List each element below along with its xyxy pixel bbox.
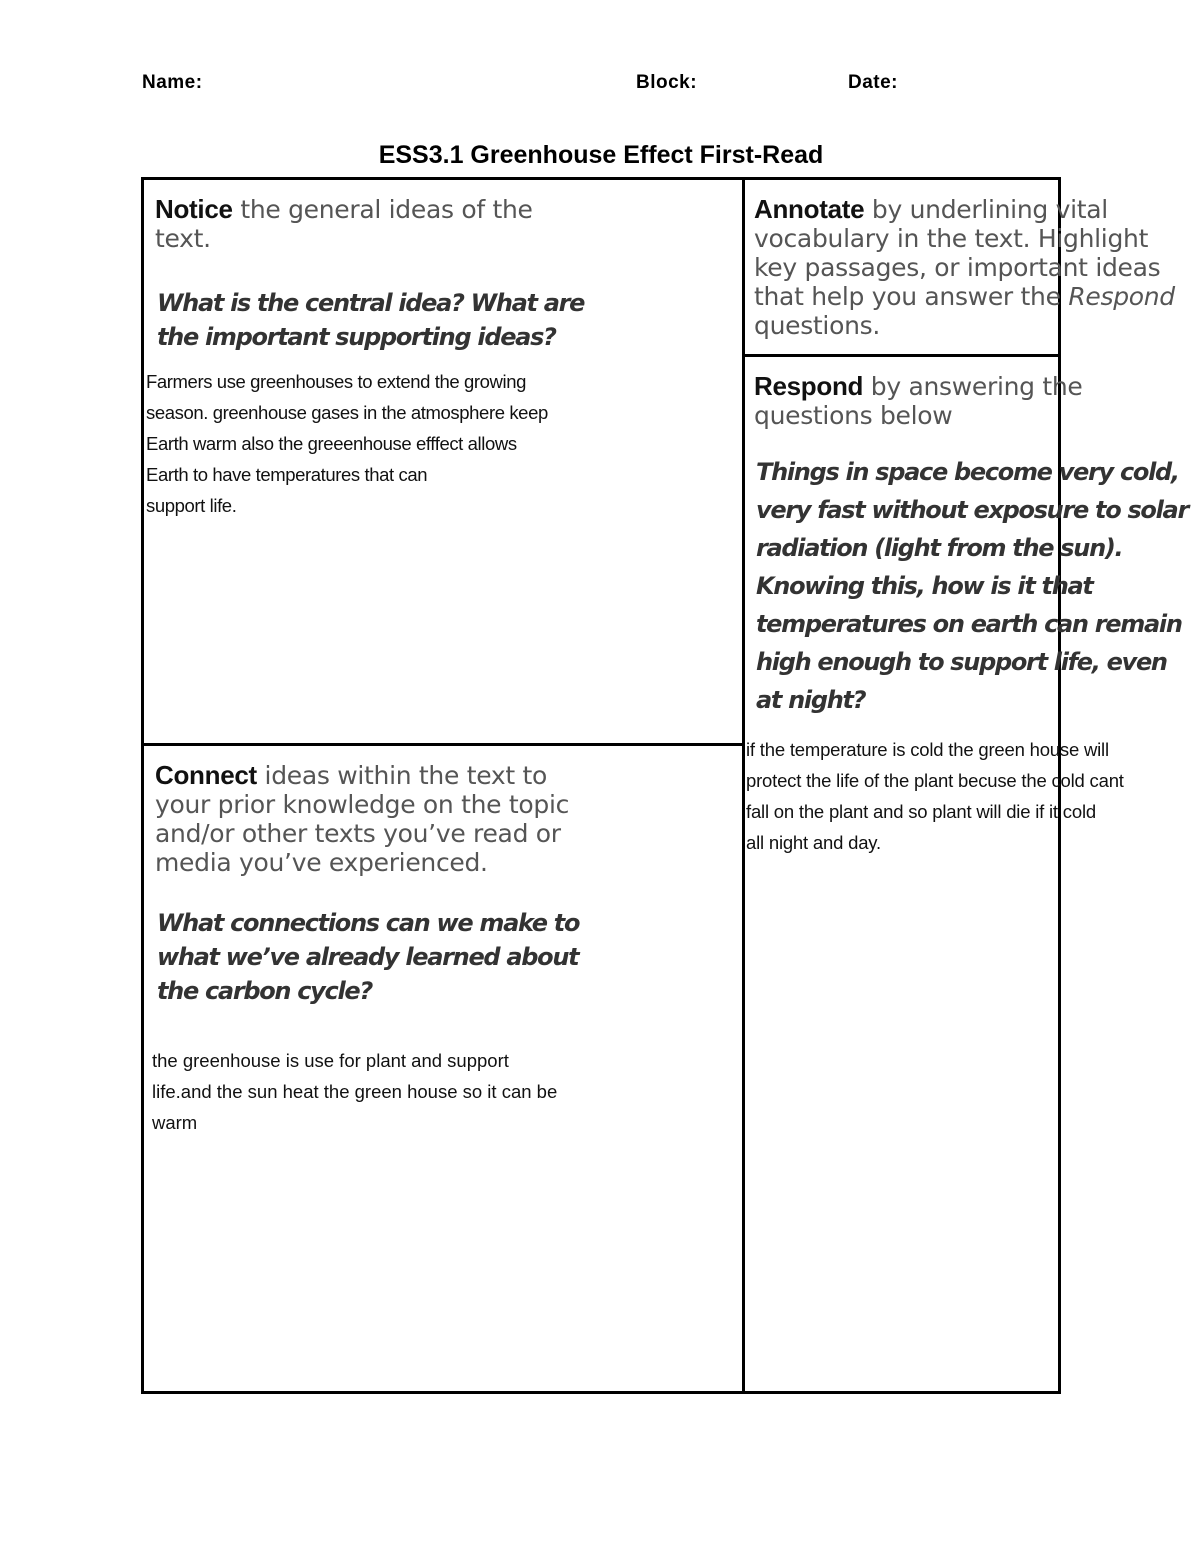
connect-answer-line: warm xyxy=(152,1112,198,1133)
name-label: Name: xyxy=(142,72,203,93)
respond-answer-line: protect the life of the plant becuse the cold cant xyxy=(746,770,1124,791)
block-label: Block: xyxy=(636,72,698,93)
notice-answer-line: season. greenhouse gases in the atmosphere keep xyxy=(146,402,548,423)
connect-instruction xyxy=(155,761,575,877)
notice-keyword: Notice xyxy=(155,194,233,224)
respond-answer xyxy=(746,734,1124,858)
respond-answer-line: fall on the plant and so plant will die if it cold xyxy=(746,801,1096,822)
connect-cell xyxy=(144,746,742,1391)
worksheet-grid xyxy=(141,177,1188,1394)
connect-answer-line: the greenhouse is use for plant and support xyxy=(152,1050,509,1071)
respond-instruction-text: by answering the questions below xyxy=(754,372,1083,430)
annotate-cell xyxy=(745,180,1175,354)
notice-answer-line: Farmers use greenhouses to extend the growing xyxy=(146,371,526,392)
notice-answer-line: Earth to have temperatures that can xyxy=(146,464,428,485)
annotate-instruction-text: by underlining vital vocabulary in the text. Highlight key passages, or important ideas that help you answer the xyxy=(754,195,1161,311)
notice-answer-line: Earth warm also the greeenhouse efffect allows xyxy=(146,433,517,454)
respond-answer-line: all night and day. xyxy=(746,832,881,853)
notice-answer-line: support life. xyxy=(146,495,237,516)
notice-question: What is the central idea? What are the important supporting ideas? xyxy=(157,289,585,351)
notice-instruction-text: the general ideas of the text. xyxy=(155,195,533,253)
connect-keyword: Connect xyxy=(155,760,257,790)
respond-cell xyxy=(745,357,1188,1391)
respond-instruction xyxy=(754,372,1114,430)
connect-instruction-text: ideas within the text to your prior knowledge on the topic and/or other texts you’ve read or media you’ve experienced. xyxy=(155,761,570,877)
respond-question: Things in space become very cold, very fast without exposure to solar radiation (light from the sun). Knowing this, how is it that temperatures on earth can remain high enough to support life, even at night? xyxy=(756,458,1188,714)
respond-keyword: Respond xyxy=(754,371,864,401)
notice-instruction xyxy=(155,195,575,253)
connect-answer-line: life.and the sun heat the green house so it can be xyxy=(152,1081,558,1102)
connect-answer xyxy=(152,1045,557,1138)
notice-cell xyxy=(144,180,742,743)
connect-question: What connections can we make to what we’ve already learned about the carbon cycle? xyxy=(157,909,580,1005)
annotate-keyword: Annotate xyxy=(754,194,865,224)
annotate-instruction xyxy=(754,195,1194,340)
respond-answer-line: if the temperature is cold the green house will xyxy=(746,739,1109,760)
notice-answer xyxy=(146,366,548,521)
date-label: Date: xyxy=(848,72,899,93)
annotate-instruction-end: questions. xyxy=(754,311,880,340)
page-title: ESS3.1 Greenhouse Effect First-Read xyxy=(378,141,824,169)
annotate-respond-word: Respond xyxy=(1068,282,1175,311)
